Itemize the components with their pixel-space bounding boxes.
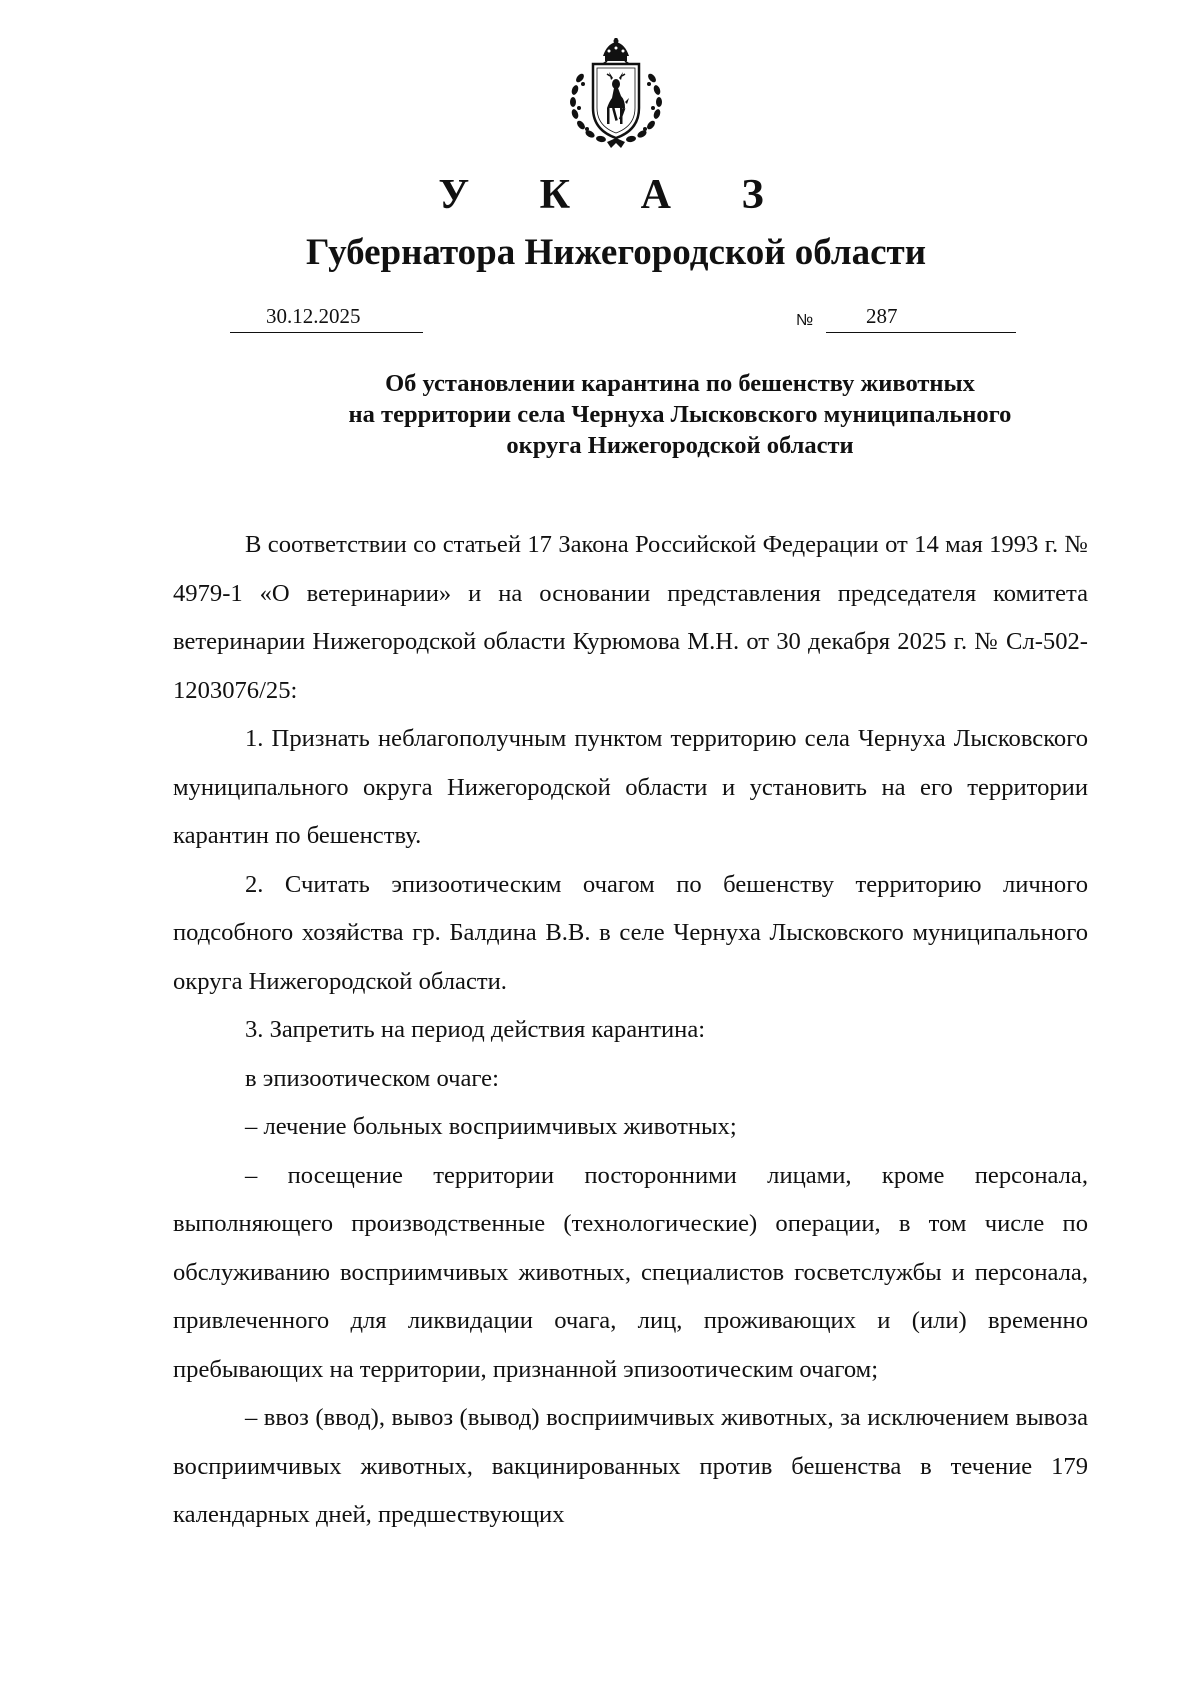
- prohibition-item: – посещение территории посторонними лицами, кроме персонала, выполняющего производственные (технологические) операции, в том числе по обслуживанию восприимчивых животных, специалистов госветслужбы и персонала, привлеченного для ликвидации очага, лиц, проживающих и (или) временно пребывающих на территории, признанной эпизоотическим очагом;: [173, 1161, 1088, 1383]
- preamble-paragraph: В соответствии со статьей 17 Закона Российской Федерации от 14 мая 1993 г. № 4979-1 «О ветеринарии» и на основании представления председателя комитета ветеринарии Нижегородской области Курюмова М.Н. от 30 декабря 2025 г. № Сл-502-1203076/25:: [173, 531, 1088, 704]
- heading-line: округа Нижегородской области: [506, 432, 854, 459]
- focus-subheading: в эпизоотическом очаге:: [245, 1064, 499, 1092]
- prohibition-item: – лечение больных восприимчивых животных;: [245, 1113, 737, 1140]
- number-value: 287: [866, 304, 898, 328]
- number-field: [826, 300, 1016, 333]
- coat-of-arms-icon: [563, 38, 669, 150]
- heading-line: Об установлении карантина по бешенству животных: [385, 370, 975, 397]
- clause-1-paragraph: 1. Признать неблагополучным пунктом территорию села Чернуха Лысковского муниципального округа Нижегородской области и установить на его территории карантин по бешенству.: [173, 725, 1088, 849]
- issuer-title: Губернатора Нижегородской области: [305, 232, 927, 273]
- clause-3-paragraph: 3. Запретить на период действия карантина:: [245, 1016, 706, 1043]
- date-field: [230, 300, 423, 333]
- document-heading: [130, 368, 1200, 461]
- heading-line: на территории села Чернуха Лысковского муниципального: [348, 401, 1012, 428]
- document-type-title: У К А З: [438, 172, 794, 218]
- date-value: 30.12.2025: [266, 304, 361, 328]
- document-body: [173, 521, 1088, 1540]
- number-label: №: [796, 312, 814, 329]
- prohibition-item: – ввоз (ввод), вывоз (вывод) восприимчивых животных, за исключением вывоза восприимчивых животных, вакцинированных против бешенства в течение 179 календарных дней, предшествующих: [173, 1404, 1088, 1528]
- clause-2-paragraph: 2. Считать эпизоотическим очагом по бешенству территорию личного подсобного хозяйства гр. Балдина В.В. в селе Чернуха Лысковского муниципального округа Нижегородской области.: [173, 870, 1088, 995]
